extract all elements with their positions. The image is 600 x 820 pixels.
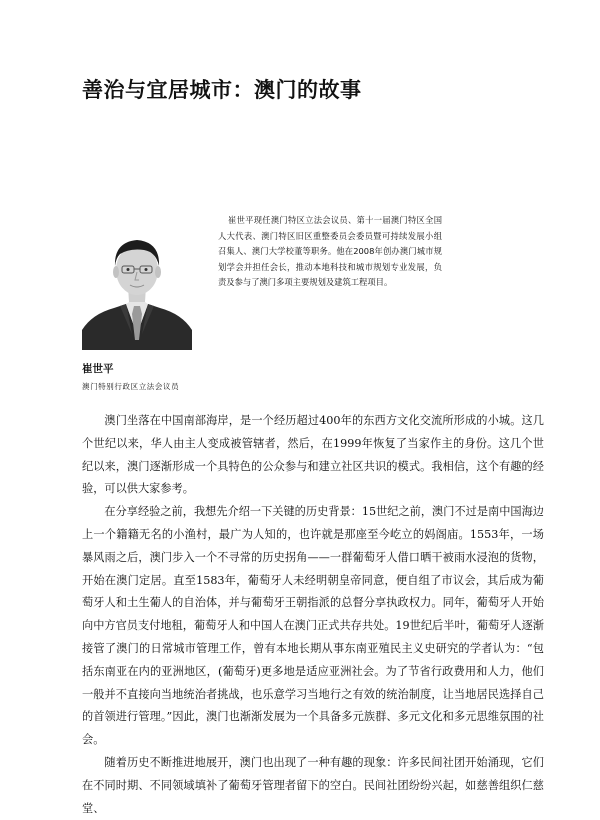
author-portrait bbox=[82, 222, 192, 350]
author-position: 澳门特别行政区立法会议员 bbox=[82, 382, 180, 391]
author-name: 崔世平 bbox=[82, 363, 114, 375]
article-body bbox=[82, 410, 544, 820]
body-paragraph: 随着历史不断推进地展开，澳门也出现了一种有趣的现象：许多民间社团开始涌现，它们在不同时期、不同领域填补了葡萄牙管理者留下的空白。民间社团纷纷兴起，如慈善组织仁慈堂、 bbox=[82, 755, 544, 815]
author-portrait-drawing bbox=[82, 222, 192, 350]
article-title: 善治与宜居城市：澳门的故事 bbox=[82, 77, 362, 102]
body-paragraph: 澳门坐落在中国南部海岸，是一个经历超过400年的东西方文化交流所形成的小城。这几个世纪以来，华人由主人变成被管辖者，然后，在1999年恢复了当家作主的身份。这几个世纪以来，澳门逐渐形成一个具特色的公众参与和建立社区共识的模式。我相信，这个有趣的经验，可以供大家参考。 bbox=[82, 414, 544, 496]
author-bio: 崔世平现任澳门特区立法会议员、第十一届澳门特区全国人大代表、澳门特区旧区重整委员会委员暨可持续发展小组召集人、澳门大学校董等职务。他在2008年创办澳门城市规划学会并担任会长，推动本地科技和城市规划专业发展，负责及参与了澳门多项主要规划及建筑工程项目。 bbox=[218, 215, 442, 287]
body-paragraph: 在分享经验之前，我想先介绍一下关键的历史背景：15世纪之前，澳门不过是南中国海边上一个籍籍无名的小渔村，最广为人知的，也许就是那座至今屹立的妈阁庙。1553年，一场暴风雨之后，澳门步入一个不寻常的历史拐角——一群葡萄牙人借口晒干被雨水浸泡的货物，开始在澳门定居。直至1583年，葡萄牙人未经明朝皇帝同意，便自组了市议会，其后成为葡萄牙人和土生葡人的自治体，并与葡萄牙王朝指派的总督分享执政权力。同年，葡萄牙人开始向中方官员支付地租，葡萄牙人和中国人在澳门正式共存共处。19世纪后半叶，葡萄牙人逐渐接管了澳门的日常城市管理工作，曾有本地长期从事东南亚殖民主义史研究的学者认为：“包括东南亚在内的亚洲地区，(葡萄牙)更多地是适应亚洲社会。为了节省行政费用和人力，他们一般并不直接向当地统治者挑战，也乐意学习当地行之有效的统治制度，让当地居民选择自己的首领进行管理。”因此，澳门也渐渐发展为一个具备多元族群、多元文化和多元思维氛围的社会。 bbox=[82, 505, 544, 747]
